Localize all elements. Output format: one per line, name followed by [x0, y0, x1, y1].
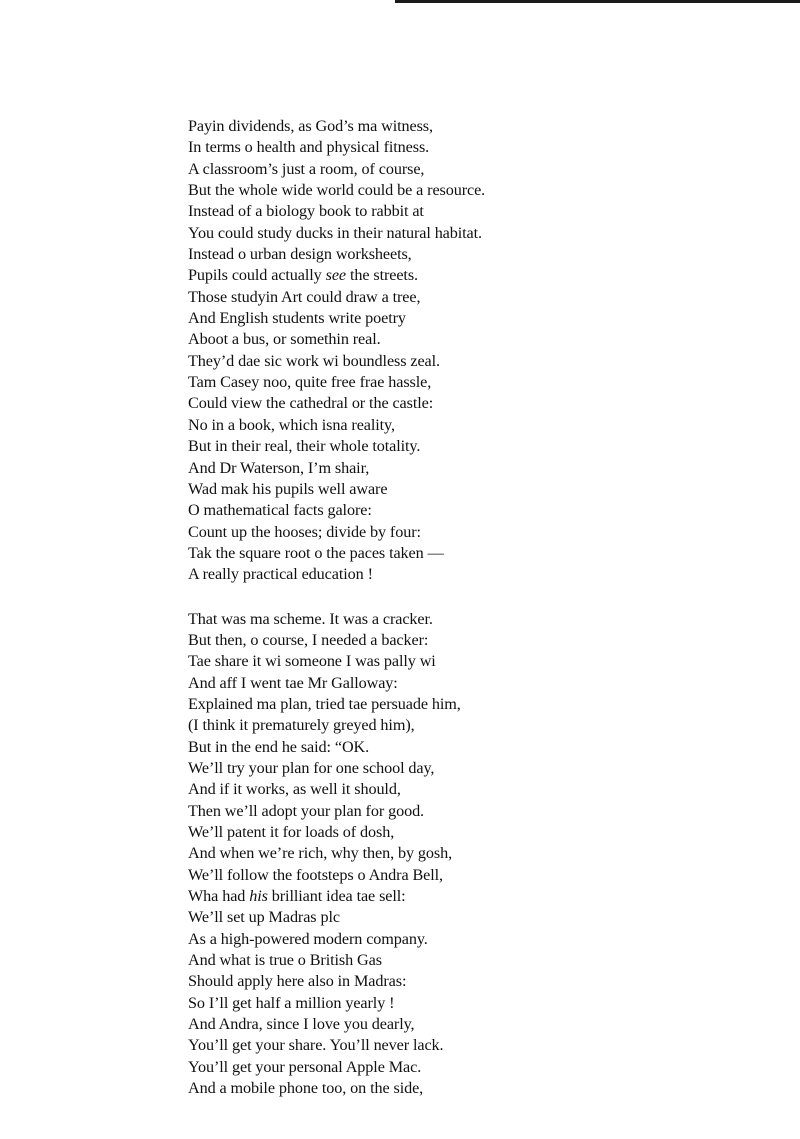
poem-line: Should apply here also in Madras:: [188, 972, 407, 991]
poem-line: Could view the cathedral or the castle:: [188, 394, 434, 413]
poem-line: And when we’re rich, why then, by gosh,: [188, 844, 453, 863]
poem-line: In terms o health and physical fitness.: [188, 138, 430, 157]
line-text-before: Wha had: [188, 887, 250, 906]
poem-line: Count up the hooses; divide by four:: [188, 522, 421, 541]
poem-text: [188, 116, 788, 1099]
poem-line: So I’ll get half a million yearly !: [188, 993, 395, 1012]
line-text-before: Pupils could actually: [188, 266, 326, 285]
poem-line: Payin dividends, as God’s ma witness,: [188, 117, 433, 135]
poem-line: That was ma scheme. It was a cracker.: [188, 609, 433, 628]
poem-line: But the whole wide world could be a resource.: [188, 181, 486, 200]
poem-line: Those studyin Art could draw a tree,: [188, 287, 421, 306]
poem-line: We’ll set up Madras plc: [188, 908, 340, 927]
poem-line: And Andra, since I love you dearly,: [188, 1015, 415, 1034]
poem-line: You’ll get your share. You’ll never lack.: [188, 1036, 444, 1055]
poem-line: Instead o urban design worksheets,: [188, 245, 412, 264]
poem-line: [188, 265, 788, 286]
poem-line: We’ll follow the footsteps o Andra Bell,: [188, 865, 443, 884]
poem-line: And a mobile phone too, on the side,: [188, 1079, 424, 1098]
italic-word: his: [249, 887, 268, 906]
line-text-after: brilliant idea tae sell:: [267, 887, 406, 906]
poem-line: We’ll try your plan for one school day,: [188, 758, 435, 777]
poem-line: Aboot a bus, or somethin real.: [188, 330, 381, 349]
poem-line: They’d dae sic work wi boundless zeal.: [188, 351, 440, 370]
poem-line: And if it works, as well it should,: [188, 780, 401, 799]
poem-line: Tam Casey noo, quite free frae hassle,: [188, 373, 432, 392]
poem-line: And Dr Waterson, I’m shair,: [188, 458, 370, 477]
poem-line: Wad mak his pupils well aware: [188, 479, 388, 498]
poem-line: You’ll get your personal Apple Mac.: [188, 1057, 422, 1076]
top-edge-rule: [395, 0, 800, 3]
poem-line: You could study ducks in their natural habitat.: [188, 223, 482, 242]
poem-line: A really practical education !: [188, 565, 373, 584]
poem-line: No in a book, which isna reality,: [188, 415, 395, 434]
poem-line: Then we’ll adopt your plan for good.: [188, 801, 425, 820]
poem-line: As a high-powered modern company.: [188, 929, 428, 948]
poem-line: O mathematical facts galore:: [188, 501, 372, 520]
stanza: [188, 116, 788, 586]
poem-line: Instead of a biology book to rabbit at: [188, 202, 424, 221]
poem-line: And English students write poetry: [188, 309, 406, 328]
line-text-after: the streets.: [346, 266, 418, 285]
poem-line: (I think it prematurely greyed him),: [188, 716, 415, 735]
italic-word: see: [325, 266, 346, 285]
poem-line: Tak the square root o the paces taken —: [188, 543, 444, 562]
poem-line: Explained ma plan, tried tae persuade him,: [188, 694, 461, 713]
poem-line: But then, o course, I needed a backer:: [188, 630, 429, 649]
poem-line: But in the end he said: “OK.: [188, 737, 370, 756]
poem-line: And aff I went tae Mr Galloway:: [188, 673, 398, 692]
poem-line: But in their real, their whole totality.: [188, 437, 421, 456]
poem-line: And what is true o British Gas: [188, 951, 382, 970]
poem-line: [188, 886, 788, 907]
poem-line: We’ll patent it for loads of dosh,: [188, 823, 395, 841]
poem-line: A classroom’s just a room, of course,: [188, 159, 425, 178]
stanza: [188, 609, 788, 1100]
poem-line: Tae share it wi someone I was pally wi: [188, 652, 436, 671]
